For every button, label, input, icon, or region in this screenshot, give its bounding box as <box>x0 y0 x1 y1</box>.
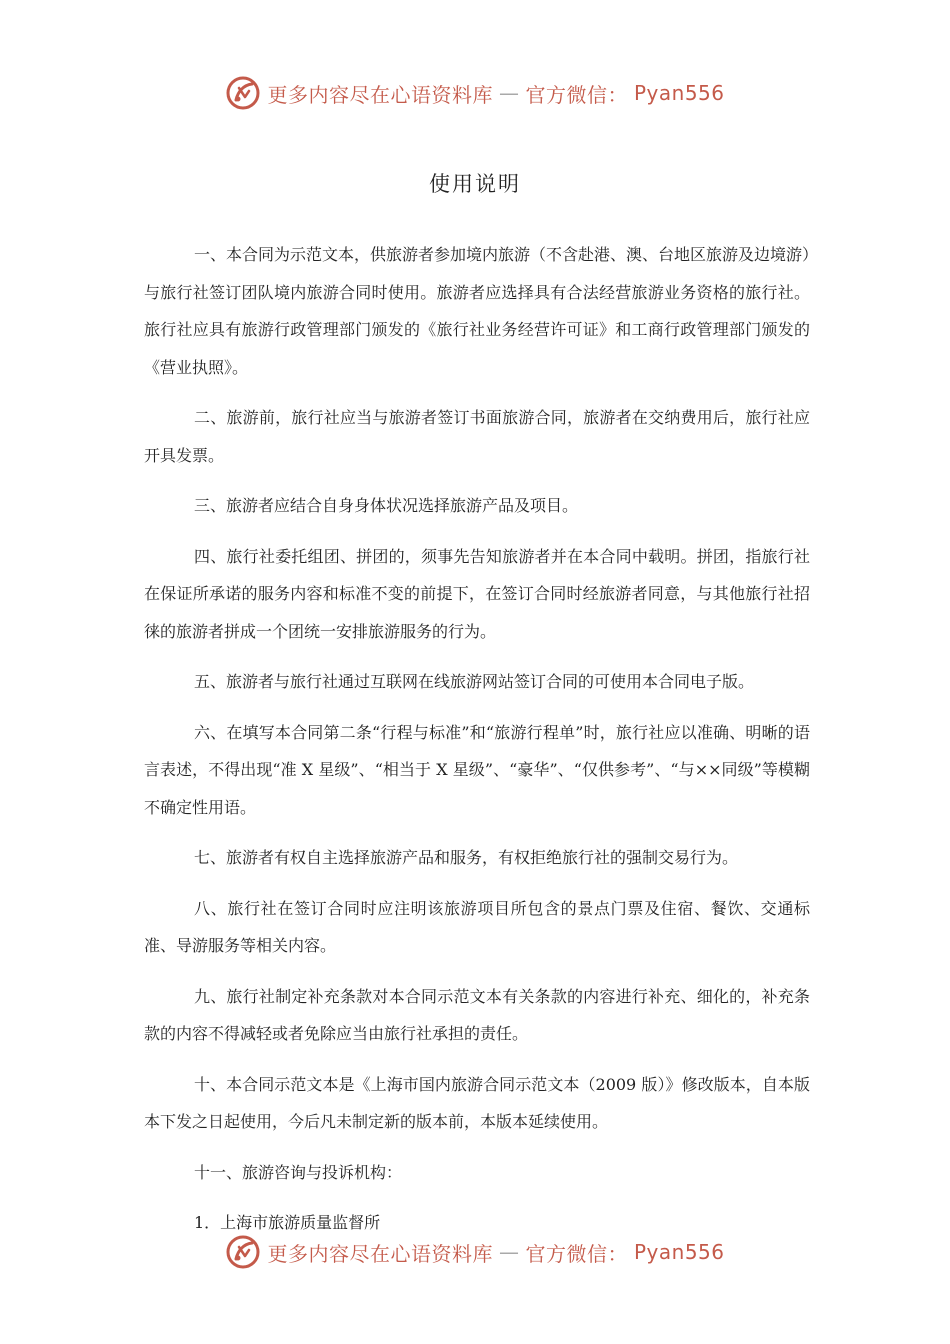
banner-separator: — <box>498 1240 520 1264</box>
paragraph: 二、旅游前，旅行社应当与旅游者签订书面旅游合同，旅游者在交纳费用后，旅行社应开具发票。 <box>144 408 810 465</box>
banner-wechat-label: 官方微信： <box>525 1241 628 1266</box>
paragraph: 七、旅游者有权自主选择旅游产品和服务，有权拒绝旅行社的强制交易行为。 <box>194 848 739 867</box>
banner-main-text: 更多内容尽在心语资料库 <box>267 1241 493 1266</box>
document-body <box>144 236 810 1255</box>
paragraph: 四、旅行社委托组团、拼团的，须事先告知旅游者并在本合同中载明。拼团，指旅行社在保证所承诺的服务内容和标准不变的前提下，在签订合同时经旅游者同意，与其他旅行社招徕的旅游者拼成一个团统一安排旅游服务的行为。 <box>144 546 810 641</box>
brand-logo-icon <box>225 75 261 111</box>
banner-main-text: 更多内容尽在心语资料库 <box>267 82 493 107</box>
paragraph: 一、本合同为示范文本，供旅游者参加境内旅游（不含赴港、澳、台地区旅游及边境游）与旅行社签订团队境内旅游合同时使用。旅游者应选择具有合法经营旅游业务资格的旅行社。旅行社应具有旅游行政管理部门颁发的《旅行社业务经营许可证》和工商行政管理部门颁发的《营业执照》。 <box>144 245 811 377</box>
footer-banner <box>0 1232 950 1272</box>
banner-wechat-label: 官方微信： <box>525 82 628 107</box>
paragraph: 十、本合同示范文本是《上海市国内旅游合同示范文本（2009 版）》修改版本，自本版本下发之日起使用，今后凡未制定新的版本前，本版本延续使用。 <box>144 1074 810 1131</box>
paragraph: 五、旅游者与旅行社通过互联网在线旅游网站签订合同的可使用本合同电子版。 <box>194 672 755 691</box>
paragraph: 1．上海市旅游质量监督所 <box>194 1213 381 1232</box>
page-title: 使用说明 <box>429 172 521 196</box>
paragraph: 三、旅游者应结合自身身体状况选择旅游产品及项目。 <box>194 496 579 515</box>
brand-logo-icon <box>225 1234 261 1270</box>
header-banner <box>0 73 950 113</box>
paragraph: 九、旅行社制定补充条款对本合同示范文本有关条款的内容进行补充、细化的，补充条款的内容不得减轻或者免除应当由旅行社承担的责任。 <box>144 986 810 1043</box>
banner-wechat-id: Pyan556 <box>633 81 725 105</box>
paragraph: 六、在填写本合同第二条“行程与标准”和“旅游行程单”时，旅行社应以准确、明晰的语言表述，不得出现“准 X 星级”、“相当于 X 星级”、“豪华”、“仅供参考”、“与××同级”等模糊不确定性用语。 <box>144 722 810 817</box>
paragraph: 十一、旅游咨询与投诉机构： <box>194 1162 403 1182</box>
paragraph: 八、旅行社在签订合同时应注明该旅游项目所包含的景点门票及住宿、餐饮、交通标准、导游服务等相关内容。 <box>144 898 810 955</box>
banner-separator: — <box>498 81 520 105</box>
banner-wechat-id: Pyan556 <box>633 1240 725 1264</box>
